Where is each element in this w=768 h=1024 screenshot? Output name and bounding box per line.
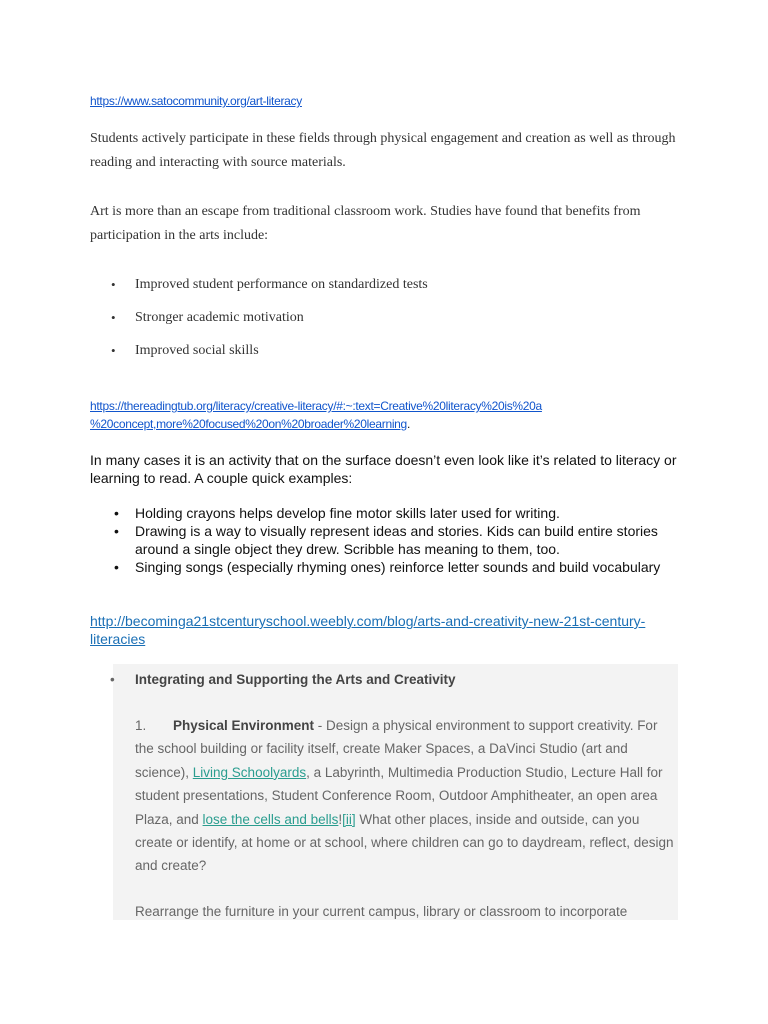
paragraph-rearrange: Rearrange the furniture in your current campus, library or classroom to incorporate [135,904,628,919]
list-item: • Improved student performance on standardized tests [90,274,690,307]
source-link-sato[interactable]: https://www.satocommunity.org/art-literacy [90,94,302,108]
item-text-d: What other places, inside and outside, can you create or identify, at home or at school, where children can go to daydream, reflect, design and create? [135,811,674,874]
physical-environment-item [135,714,675,878]
cells-and-bells-link[interactable]: lose the cells and bells [202,811,339,827]
quoted-content-box [110,664,678,920]
link-trailing-period: . [406,417,411,431]
list-item: • Singing songs (especially rhyming ones) reinforce letter sounds and build vocabulary [90,558,680,576]
item-number: 1. [135,718,147,733]
paragraph-benefits-intro: Art is more than an escape from traditional classroom work. Studies have found that benefits from participation in the arts include: [90,204,641,243]
bullet-dot: • [110,672,115,687]
list-item: • Improved social skills [90,340,690,373]
benefits-list [90,274,690,373]
footnote-link[interactable]: [ii] [342,811,356,827]
list-item: • Drawing is a way to visually represent ideas and stories. Kids can build entire stories around a single object they drew. Scribble has meaning to them, too. [90,522,680,558]
paragraph-participation: Students actively participate in these fields through physical engagement and creation as well as through reading and interacting with source materials. [90,131,676,170]
list-item: • Stronger academic motivation [90,307,690,340]
living-schoolyards-link[interactable]: Living Schoolyards [192,764,307,780]
item-text-c: ! [338,811,343,827]
source-link-weebly[interactable]: http://becominga21stcenturyschool.weebly.com/blog/arts-and-creativity-new-21st-century-literacies [90,613,646,647]
item-text-a: - Design a physical environment to support creativity. For the school building or facility itself, create Maker Spaces, a DaVinci Studio (art and science), [135,718,658,780]
readingtub-link-line1[interactable]: https://thereadingtub.org/literacy/creative-literacy/#:~:text=Creative%20literacy%20is%20a [90,399,542,413]
list-item: • Holding crayons helps develop fine motor skills later used for writing. [90,504,680,522]
item-title: Physical Environment [173,718,315,733]
source-link-readingtub [90,397,690,433]
readingtub-link-line2[interactable]: %20concept,more%20focused%20on%20broader%20learning [90,417,407,431]
examples-list [90,504,680,576]
box-heading: Integrating and Supporting the Arts and Creativity [135,672,456,687]
item-text-b: , a Labyrinth, Multimedia Production Studio, Lecture Hall for student presentations, Student Conference Room, Outdoor Amphitheater, an open area Plaza, and [135,764,663,827]
paragraph-literacy-intro: In many cases it is an activity that on the surface doesn’t even look like it’s related to literacy or learning to read. A couple quick examples: [90,452,677,486]
